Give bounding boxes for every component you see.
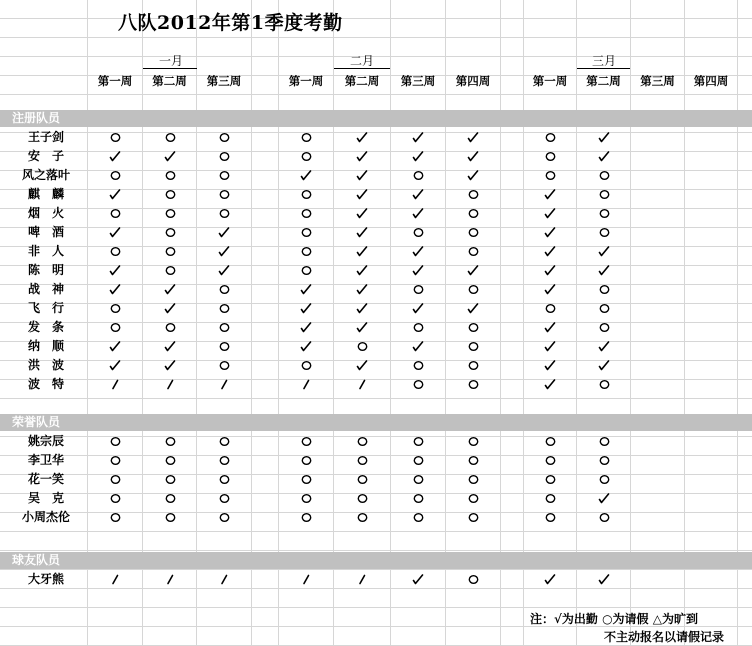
attendance-mark-leave-icon <box>212 147 236 165</box>
attendance-mark-leave-icon <box>350 489 374 507</box>
attendance-mark-slash-icon <box>350 375 374 393</box>
attendance-mark-leave-icon <box>461 432 485 450</box>
attendance-mark-present-icon <box>538 185 562 203</box>
attendance-mark-leave-icon <box>461 185 485 203</box>
attendance-mark-leave-icon <box>592 451 616 469</box>
attendance-mark-leave-icon <box>103 128 127 146</box>
attendance-mark-leave-icon <box>350 432 374 450</box>
attendance-mark-leave-icon <box>294 432 318 450</box>
attendance-mark-present-icon <box>158 299 182 317</box>
attendance-mark-leave-icon <box>538 299 562 317</box>
attendance-mark-present-icon <box>406 128 430 146</box>
attendance-mark-leave-icon <box>212 166 236 184</box>
attendance-mark-present-icon <box>538 570 562 588</box>
attendance-mark-present-icon <box>538 204 562 222</box>
attendance-mark-present-icon <box>212 261 236 279</box>
attendance-mark-leave-icon <box>212 356 236 374</box>
attendance-mark-leave-icon <box>406 451 430 469</box>
attendance-mark-leave-icon <box>406 375 430 393</box>
member-name: 发 条 <box>27 320 64 334</box>
section-band-honorary <box>0 414 752 431</box>
attendance-mark-present-icon <box>350 261 374 279</box>
attendance-mark-present-icon <box>294 299 318 317</box>
attendance-mark-present-icon <box>350 318 374 336</box>
attendance-mark-present-icon <box>592 242 616 260</box>
member-name: 安 子 <box>27 149 64 163</box>
section-band-registered <box>0 110 752 127</box>
week-header-mar-1: 第一周 <box>532 74 568 88</box>
attendance-mark-present-icon <box>350 280 374 298</box>
section-band-friends <box>0 552 752 569</box>
attendance-mark-leave-icon <box>212 185 236 203</box>
attendance-mark-present-icon <box>350 356 374 374</box>
member-name: 纳 顺 <box>27 339 64 353</box>
attendance-mark-present-icon <box>350 185 374 203</box>
attendance-mark-leave-icon <box>461 223 485 241</box>
week-header-feb-4: 第四周 <box>455 74 491 88</box>
attendance-mark-present-icon <box>461 128 485 146</box>
member-name: 啤 酒 <box>27 225 64 239</box>
attendance-mark-present-icon <box>350 223 374 241</box>
attendance-mark-leave-icon <box>406 432 430 450</box>
attendance-mark-present-icon <box>406 204 430 222</box>
attendance-mark-leave-icon <box>103 508 127 526</box>
attendance-mark-present-icon <box>592 337 616 355</box>
attendance-mark-leave-icon <box>103 166 127 184</box>
attendance-mark-present-icon <box>103 337 127 355</box>
attendance-mark-leave-icon <box>158 489 182 507</box>
attendance-mark-leave-icon <box>212 432 236 450</box>
member-name: 小周杰伦 <box>21 510 70 524</box>
attendance-mark-leave-icon <box>294 128 318 146</box>
member-name: 姚宗辰 <box>27 434 64 448</box>
attendance-mark-leave-icon <box>158 318 182 336</box>
attendance-mark-present-icon <box>158 147 182 165</box>
attendance-mark-slash-icon <box>103 570 127 588</box>
member-name: 非 人 <box>27 244 64 258</box>
member-name: 波 特 <box>27 377 64 391</box>
member-name: 战 神 <box>27 282 64 296</box>
attendance-mark-leave-icon <box>212 128 236 146</box>
attendance-mark-present-icon <box>294 318 318 336</box>
member-name: 飞 行 <box>27 301 64 315</box>
attendance-mark-leave-icon <box>103 299 127 317</box>
attendance-mark-leave-icon <box>592 508 616 526</box>
attendance-mark-leave-icon <box>294 489 318 507</box>
week-header-mar-4: 第四周 <box>693 74 729 88</box>
attendance-mark-leave-icon <box>461 375 485 393</box>
week-header-feb-2: 第二周 <box>344 74 380 88</box>
attendance-mark-leave-icon <box>350 337 374 355</box>
month-february-underline <box>334 68 390 69</box>
attendance-mark-leave-icon <box>158 185 182 203</box>
attendance-mark-leave-icon <box>158 166 182 184</box>
attendance-mark-leave-icon <box>158 128 182 146</box>
attendance-mark-leave-icon <box>592 223 616 241</box>
attendance-mark-present-icon <box>294 337 318 355</box>
member-name: 花一笑 <box>27 472 64 486</box>
member-name: 风之落叶 <box>21 168 70 182</box>
attendance-mark-leave-icon <box>158 204 182 222</box>
attendance-mark-present-icon <box>350 242 374 260</box>
attendance-mark-slash-icon <box>158 375 182 393</box>
attendance-mark-leave-icon <box>103 451 127 469</box>
attendance-mark-present-icon <box>538 223 562 241</box>
attendance-mark-leave-icon <box>592 318 616 336</box>
attendance-mark-present-icon <box>538 356 562 374</box>
attendance-mark-leave-icon <box>592 280 616 298</box>
attendance-mark-leave-icon <box>592 375 616 393</box>
attendance-mark-leave-icon <box>461 337 485 355</box>
attendance-mark-present-icon <box>406 261 430 279</box>
attendance-mark-present-icon <box>461 261 485 279</box>
attendance-mark-present-icon <box>406 337 430 355</box>
attendance-mark-leave-icon <box>294 242 318 260</box>
attendance-mark-slash-icon <box>294 570 318 588</box>
attendance-mark-present-icon <box>592 570 616 588</box>
attendance-mark-leave-icon <box>212 451 236 469</box>
attendance-mark-leave-icon <box>406 508 430 526</box>
attendance-mark-leave-icon <box>294 261 318 279</box>
attendance-mark-present-icon <box>103 147 127 165</box>
attendance-mark-present-icon <box>350 128 374 146</box>
attendance-mark-present-icon <box>294 166 318 184</box>
attendance-mark-leave-icon <box>212 318 236 336</box>
attendance-mark-present-icon <box>538 318 562 336</box>
attendance-mark-present-icon <box>538 337 562 355</box>
attendance-mark-present-icon <box>592 489 616 507</box>
attendance-mark-leave-icon <box>158 451 182 469</box>
attendance-mark-leave-icon <box>406 280 430 298</box>
attendance-mark-leave-icon <box>461 280 485 298</box>
attendance-mark-present-icon <box>158 356 182 374</box>
attendance-mark-leave-icon <box>406 223 430 241</box>
attendance-mark-present-icon <box>592 128 616 146</box>
section-label-honorary: 荣誉队员 <box>12 415 61 429</box>
attendance-mark-leave-icon <box>294 451 318 469</box>
attendance-mark-leave-icon <box>538 147 562 165</box>
attendance-mark-leave-icon <box>461 489 485 507</box>
attendance-mark-leave-icon <box>406 470 430 488</box>
week-header-jan-3: 第三周 <box>206 74 242 88</box>
attendance-mark-present-icon <box>592 147 616 165</box>
attendance-mark-leave-icon <box>406 166 430 184</box>
attendance-mark-leave-icon <box>538 432 562 450</box>
attendance-mark-present-icon <box>103 280 127 298</box>
member-name: 李卫华 <box>27 453 64 467</box>
attendance-mark-slash-icon <box>158 570 182 588</box>
month-january-underline <box>143 68 197 69</box>
attendance-mark-leave-icon <box>592 204 616 222</box>
attendance-mark-present-icon <box>538 280 562 298</box>
attendance-mark-present-icon <box>294 280 318 298</box>
member-name: 吴 克 <box>27 491 64 505</box>
month-february: 二月 <box>349 54 374 68</box>
month-march-underline <box>577 68 630 69</box>
week-header-mar-2: 第二周 <box>586 74 621 88</box>
attendance-mark-leave-icon <box>592 299 616 317</box>
attendance-mark-leave-icon <box>158 223 182 241</box>
attendance-mark-leave-icon <box>212 337 236 355</box>
attendance-mark-leave-icon <box>538 128 562 146</box>
attendance-mark-present-icon <box>212 223 236 241</box>
section-label-registered: 注册队员 <box>12 111 61 125</box>
attendance-mark-slash-icon <box>294 375 318 393</box>
attendance-mark-leave-icon <box>212 508 236 526</box>
attendance-mark-present-icon <box>406 299 430 317</box>
week-header-feb-3: 第三周 <box>400 74 436 88</box>
attendance-mark-leave-icon <box>294 223 318 241</box>
attendance-mark-leave-icon <box>538 508 562 526</box>
attendance-mark-leave-icon <box>406 318 430 336</box>
attendance-mark-leave-icon <box>212 204 236 222</box>
attendance-mark-leave-icon <box>350 508 374 526</box>
member-name: 王子剑 <box>27 130 64 144</box>
attendance-mark-leave-icon <box>212 470 236 488</box>
attendance-mark-present-icon <box>461 147 485 165</box>
attendance-mark-present-icon <box>103 356 127 374</box>
attendance-mark-leave-icon <box>294 185 318 203</box>
attendance-mark-leave-icon <box>103 489 127 507</box>
attendance-mark-present-icon <box>158 280 182 298</box>
attendance-mark-present-icon <box>350 147 374 165</box>
attendance-mark-leave-icon <box>406 489 430 507</box>
attendance-mark-leave-icon <box>538 489 562 507</box>
attendance-mark-leave-icon <box>103 432 127 450</box>
attendance-mark-present-icon <box>406 147 430 165</box>
attendance-mark-present-icon <box>103 185 127 203</box>
attendance-mark-leave-icon <box>538 470 562 488</box>
attendance-mark-leave-icon <box>461 318 485 336</box>
attendance-mark-present-icon <box>592 261 616 279</box>
attendance-mark-leave-icon <box>294 356 318 374</box>
week-header-feb-1: 第一周 <box>288 74 324 88</box>
attendance-mark-leave-icon <box>461 451 485 469</box>
member-name: 洪 波 <box>27 358 64 372</box>
attendance-mark-leave-icon <box>538 166 562 184</box>
attendance-mark-leave-icon <box>103 318 127 336</box>
attendance-mark-present-icon <box>538 242 562 260</box>
attendance-mark-leave-icon <box>212 299 236 317</box>
week-header-jan-2: 第二周 <box>152 74 187 88</box>
attendance-mark-leave-icon <box>461 356 485 374</box>
attendance-mark-leave-icon <box>294 508 318 526</box>
attendance-mark-present-icon <box>461 299 485 317</box>
attendance-mark-leave-icon <box>158 242 182 260</box>
attendance-mark-present-icon <box>212 242 236 260</box>
attendance-mark-leave-icon <box>406 356 430 374</box>
attendance-mark-leave-icon <box>103 470 127 488</box>
attendance-mark-leave-icon <box>103 204 127 222</box>
attendance-mark-present-icon <box>538 261 562 279</box>
attendance-mark-leave-icon <box>294 470 318 488</box>
attendance-mark-leave-icon <box>461 570 485 588</box>
week-header-jan-1: 第一周 <box>97 74 133 88</box>
attendance-mark-leave-icon <box>294 204 318 222</box>
attendance-mark-present-icon <box>406 570 430 588</box>
attendance-mark-slash-icon <box>350 570 374 588</box>
attendance-mark-present-icon <box>103 261 127 279</box>
month-january: 一月 <box>158 54 183 68</box>
attendance-mark-leave-icon <box>461 242 485 260</box>
attendance-mark-present-icon <box>350 166 374 184</box>
attendance-mark-slash-icon <box>103 375 127 393</box>
month-march: 三月 <box>591 54 616 68</box>
attendance-mark-leave-icon <box>461 470 485 488</box>
attendance-mark-leave-icon <box>158 470 182 488</box>
attendance-mark-leave-icon <box>592 185 616 203</box>
attendance-mark-present-icon <box>406 185 430 203</box>
attendance-mark-slash-icon <box>212 570 236 588</box>
attendance-mark-leave-icon <box>212 280 236 298</box>
section-label-friends: 球友队员 <box>12 553 61 567</box>
member-name: 陈 明 <box>27 263 64 277</box>
legend-symbols: 注：√为出勤 ○为请假 △为旷到 <box>530 612 698 626</box>
attendance-mark-leave-icon <box>158 508 182 526</box>
sheet-title: 八队2012年第1季度考勤 <box>118 12 343 34</box>
attendance-mark-leave-icon <box>538 451 562 469</box>
attendance-mark-slash-icon <box>212 375 236 393</box>
attendance-mark-leave-icon <box>592 470 616 488</box>
attendance-mark-leave-icon <box>158 261 182 279</box>
attendance-mark-leave-icon <box>461 508 485 526</box>
attendance-mark-present-icon <box>350 299 374 317</box>
attendance-mark-leave-icon <box>103 242 127 260</box>
week-header-mar-3: 第三周 <box>640 74 675 88</box>
member-name: 烟 火 <box>27 206 64 220</box>
member-name: 大牙熊 <box>27 572 64 586</box>
attendance-mark-leave-icon <box>294 147 318 165</box>
attendance-mark-leave-icon <box>592 166 616 184</box>
attendance-mark-present-icon <box>538 375 562 393</box>
attendance-mark-leave-icon <box>212 489 236 507</box>
attendance-mark-leave-icon <box>461 204 485 222</box>
legend-note: 不主动报名以请假记录 <box>604 630 725 644</box>
attendance-mark-leave-icon <box>158 432 182 450</box>
attendance-mark-present-icon <box>158 337 182 355</box>
attendance-mark-leave-icon <box>592 432 616 450</box>
member-name: 麒 麟 <box>27 187 64 201</box>
attendance-mark-present-icon <box>592 356 616 374</box>
attendance-mark-present-icon <box>350 204 374 222</box>
attendance-mark-present-icon <box>406 242 430 260</box>
attendance-mark-leave-icon <box>350 470 374 488</box>
attendance-mark-present-icon <box>461 166 485 184</box>
attendance-mark-leave-icon <box>350 451 374 469</box>
attendance-mark-present-icon <box>103 223 127 241</box>
